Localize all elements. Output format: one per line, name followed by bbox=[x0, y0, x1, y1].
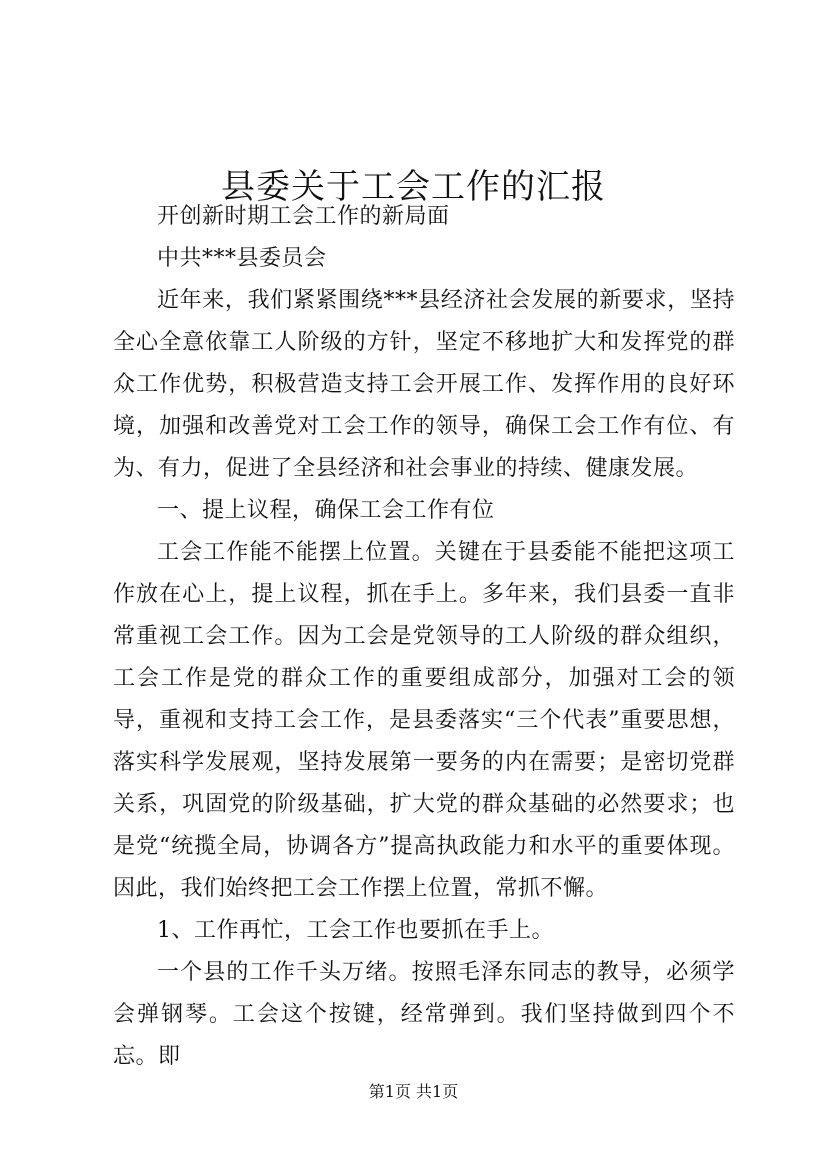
subsection-heading-1: 1、工作再忙，工会工作也要抓在手上。 bbox=[157, 918, 554, 943]
section-heading-1: 一、提上议程，确保工会工作有位 bbox=[157, 498, 495, 523]
subtitle-paragraph: 开创新时期工会工作的新局面 bbox=[157, 204, 450, 229]
author-paragraph: 中共***县委员会 bbox=[157, 246, 327, 271]
intro-paragraph: 近年来，我们紧紧围绕***县经济社会发展的新要求，坚持全心全意依靠工人阶级的方针，坚定不移地扩大和发挥党的群众工作优势，积极营造支持工会开展工作、发挥作用的良好环境，加强和改善党对工会工作的领导，确保工会工作有位、有为、有力，促进了全县经济和社会事业的持续、健康发展。 bbox=[113, 288, 735, 481]
document-title: 县委关于工会工作的汇报 bbox=[221, 166, 606, 207]
page-number-footer: 第1页 共1页 bbox=[368, 1082, 459, 1101]
subsection-1-paragraph: 一个县的工作千头万绪。按照毛泽东同志的教导，必须学会弹钢琴。工会这个按键，经常弹到。我们坚持做到四个不忘。即 bbox=[113, 960, 735, 1069]
document-body bbox=[113, 196, 735, 1078]
section-1-paragraph: 工会工作能不能摆上位置。关键在于县委能不能把这项工作放在心上，提上议程，抓在手上。多年来，我们县委一直非常重视工会工作。因为工会是党领导的工人阶级的群众组织，工会工作是党的群众工作的重要组成部分，加强对工会的领导，重视和支持工会工作，是县委落实“三个代表”重要思想，落实科学发展观，坚持发展第一要务的内在需要；是密切党群关系，巩固党的阶级基础，扩大党的群众基础的必然要求；也是党“统揽全局，协调各方”提高执政能力和水平的重要体现。因此，我们始终把工会工作摆上位置，常抓不懈。 bbox=[113, 540, 735, 901]
